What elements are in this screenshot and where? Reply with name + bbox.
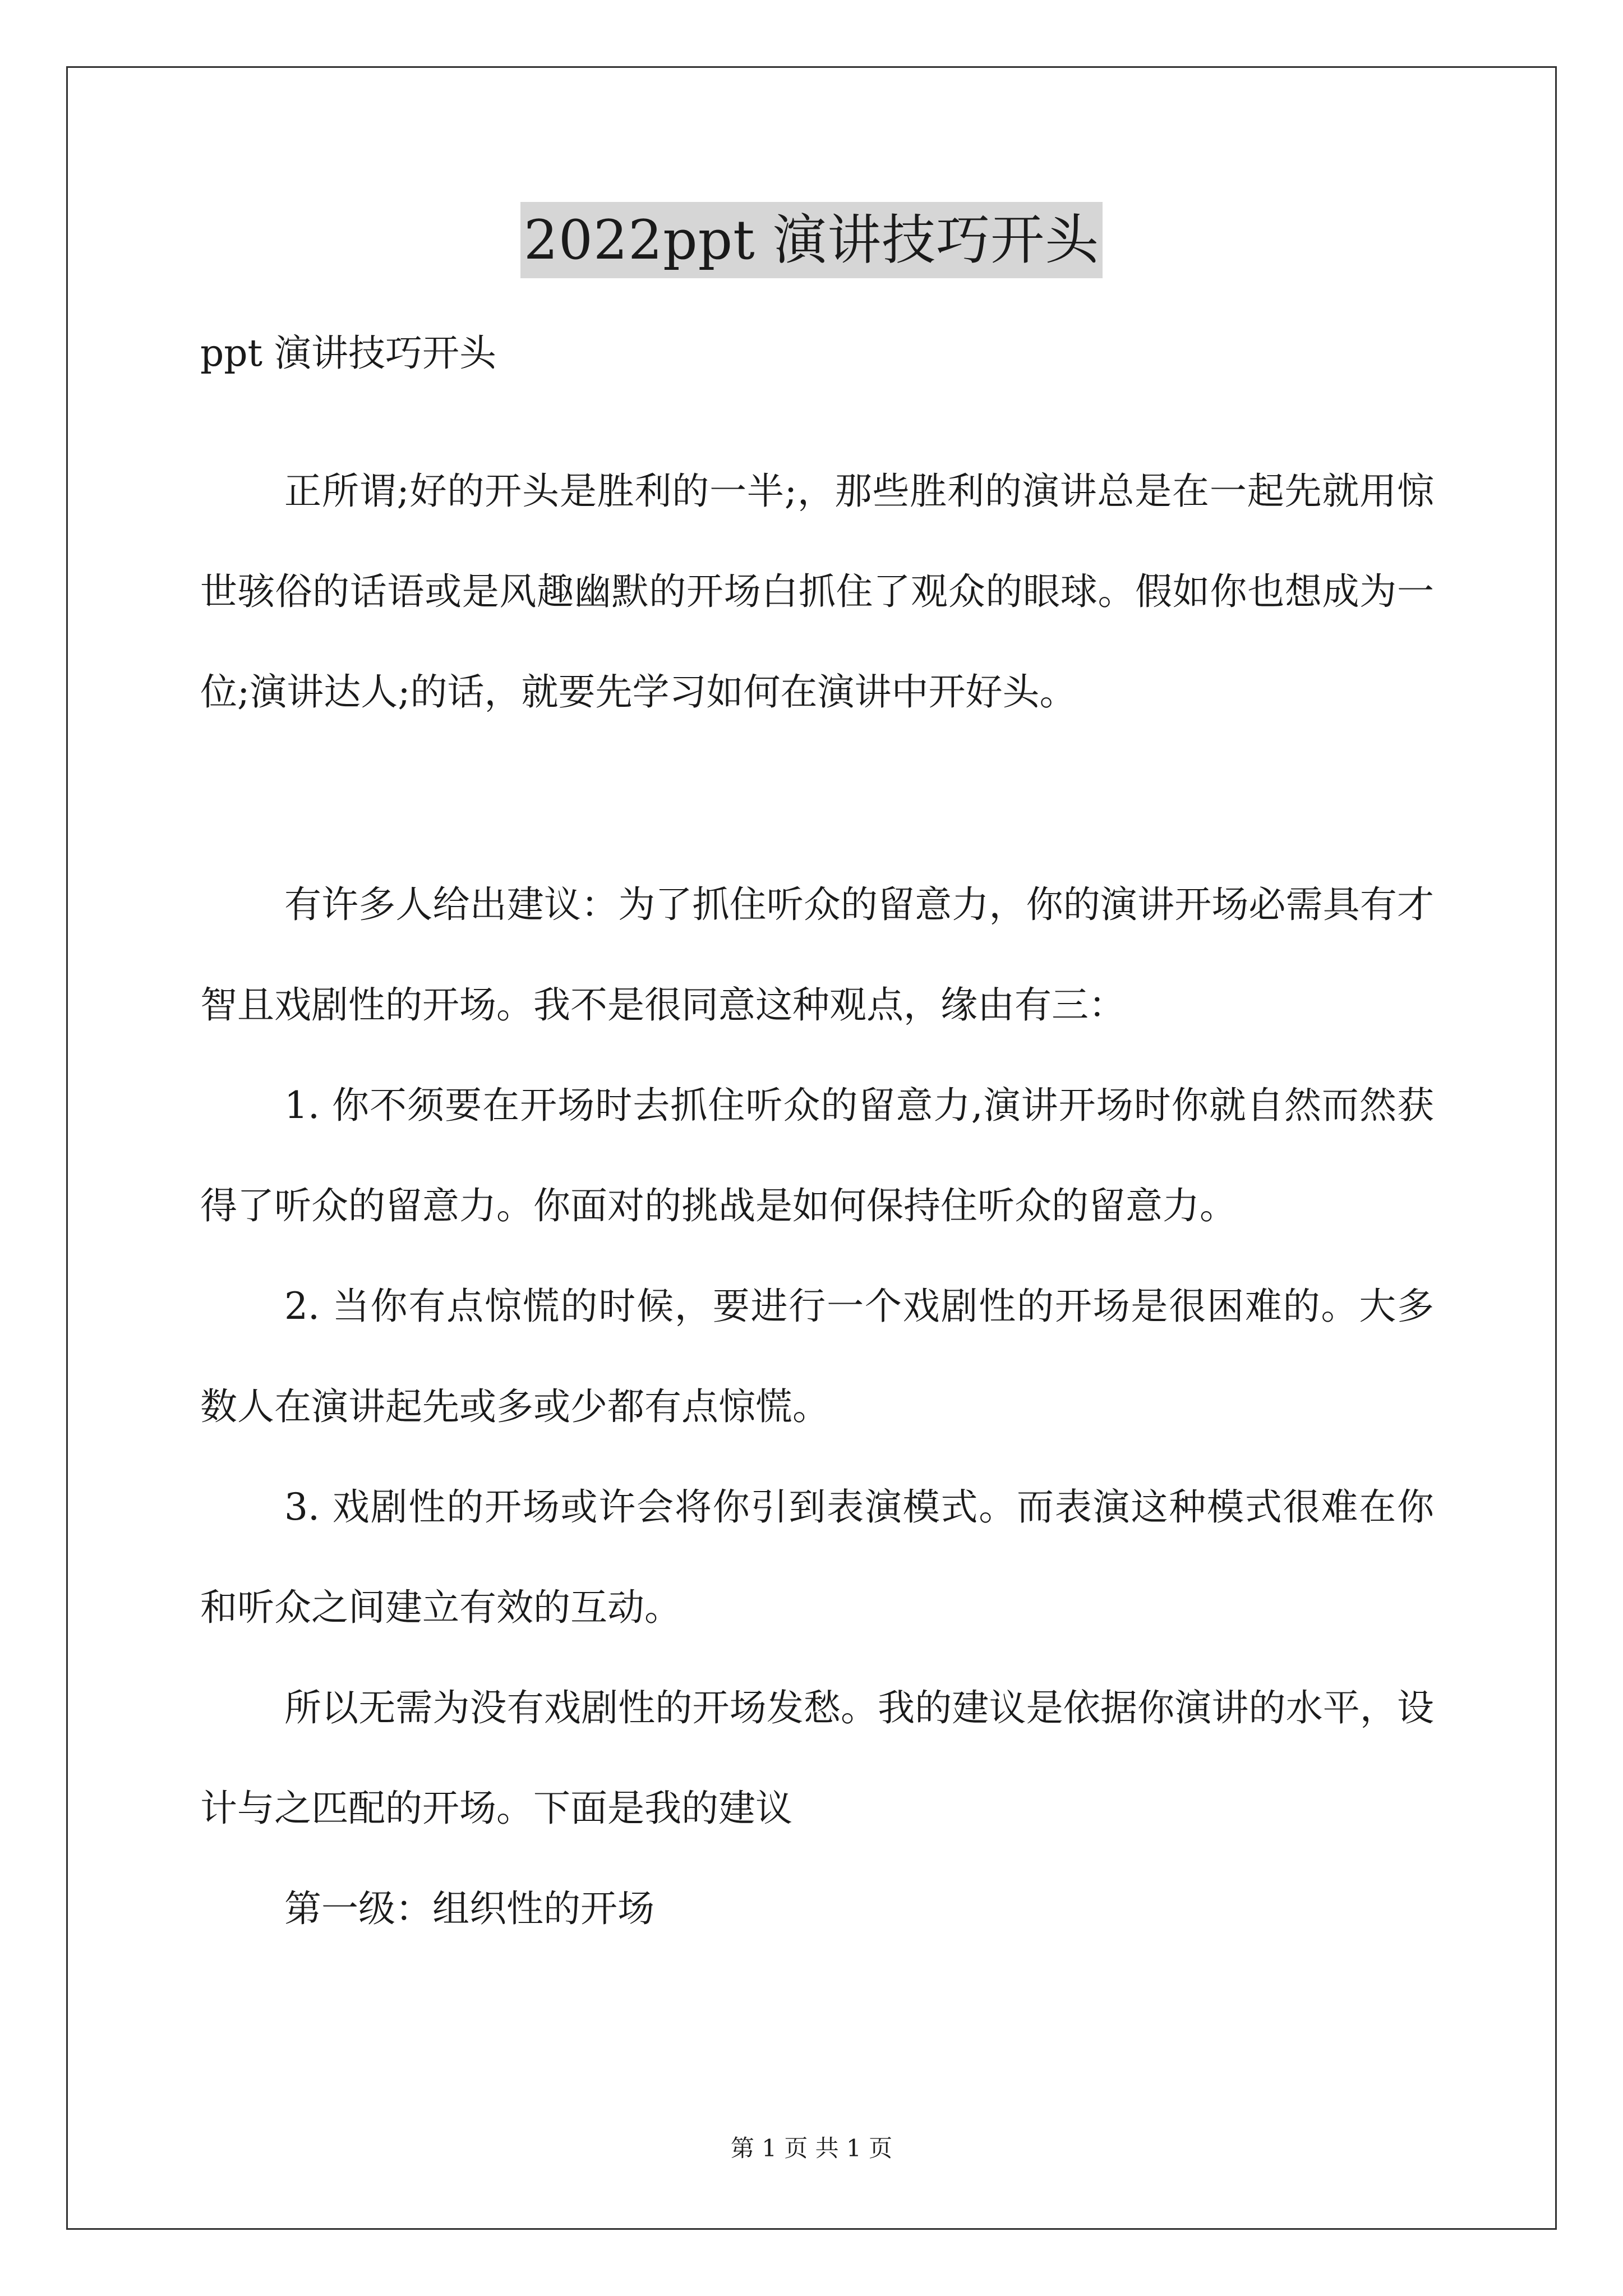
document-subtitle: ppt 演讲技巧开头	[200, 332, 496, 375]
paragraph-suggestion: 所以无需为没有戏剧性的开场发愁。我的建议是依据你演讲的水平，设计与之匹配的开场。下面是我的建议	[200, 1686, 1434, 1830]
paragraph-reason-2: 2. 当你有点惊慌的时候，要进行一个戏剧性的开场是很困难的。大多数人在演讲起先或多或少都有点惊慌。	[200, 1285, 1434, 1428]
paragraph-advice: 有许多人给出建议：为了抓住听众的留意力，你的演讲开场必需具有才智且戏剧性的开场。我不是很同意这种观点，缘由有三：	[200, 883, 1434, 1027]
paragraph-reason-1: 1. 你不须要在开场时去抓住听众的留意力,演讲开场时你就自然而然获得了听众的留意力。你面对的挑战是如何保持住听众的留意力。	[200, 1084, 1434, 1227]
paragraph-intro: 正所谓;好的开头是胜利的一半;，那些胜利的演讲总是在一起先就用惊世骇俗的话语或是风趣幽默的开场白抓住了观众的眼球。假如你也想成为一位;演讲达人;的话，就要先学习如何在演讲中开好头。	[200, 470, 1434, 714]
paragraph-reason-3: 3. 戏剧性的开场或许会将你引到表演模式。而表演这种模式很难在你和听众之间建立有效的互动。	[200, 1485, 1434, 1629]
page-footer: 第 1 页 共 1 页	[730, 2134, 893, 2162]
title-container	[0, 202, 1623, 278]
paragraph-level-1: 第一级：组织性的开场	[284, 1887, 654, 1930]
document-body	[200, 314, 1434, 1959]
paragraph-gap	[200, 742, 1434, 854]
document-title: 2022ppt 演讲技巧开头	[520, 202, 1103, 278]
